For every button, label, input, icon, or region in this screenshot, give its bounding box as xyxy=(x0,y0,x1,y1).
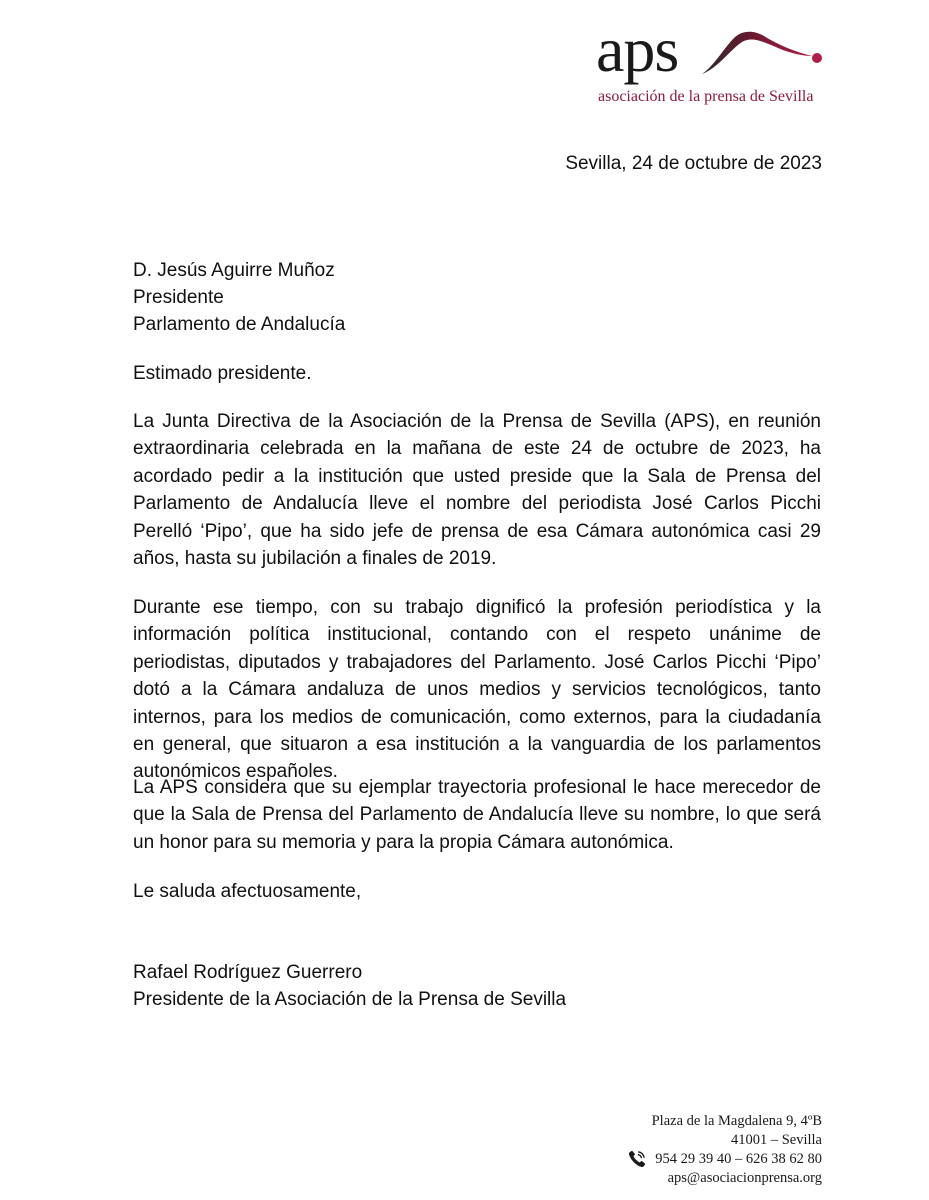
phone-icon xyxy=(627,1149,647,1169)
body-paragraph-1: La Junta Directiva de la Asociación de la Prensa de Sevilla (APS), en reunión extraordinaria celebrada en la mañana de este 24 de octubre de 2023, ha acordado pedir a la institución que usted preside que la Sala de Prensa del Parlamento de Andalucía lleve el nombre del periodista José Carlos Picchi Perelló ‘Pipo’, que ha sido jefe de prensa de esa Cámara autonómica casi 29 años, hasta su jubilación a finales de 2019. xyxy=(133,411,821,570)
email-address: aps@asociacionprensa.org xyxy=(667,1170,822,1186)
logo-wordmark: aps xyxy=(596,14,679,85)
signatory-name: Rafael Rodríguez Guerrero xyxy=(133,962,363,983)
signature-block xyxy=(133,959,566,1013)
body-paragraph-2: Durante ese tiempo, con su trabajo dignificó la profesión periodística y la información política institucional, contando con el respeto unánime de periodistas, diputados y trabajadores del Parlamento. José Carlos Picchi ‘Pipo’ dotó a la Cámara andaluza de unos medios y servicios tecnológicos, tanto internos, para los medios de comunicación, como externos, para la ciudadanía en general, que situaron a esa institución a la vanguardia de los parlamentos autonómicos españoles. xyxy=(133,597,821,783)
recipient-title: Presidente xyxy=(133,287,224,308)
address-city: 41001 – Sevilla xyxy=(730,1131,822,1148)
logo-tagline: asociación de la prensa de Sevilla xyxy=(598,88,814,105)
closing: Le saluda afectuosamente, xyxy=(133,881,362,902)
phone-numbers: 954 29 39 40 – 626 38 62 80 xyxy=(655,1150,822,1167)
body-paragraph-3: La APS considera que su ejemplar trayectoria profesional le hace merecedor de que la Sala de Prensa del Parlamento de Andalucía lleve su nombre, lo que será un honor para su memoria y para la propia Cámara autonómica. xyxy=(133,777,821,853)
salutation: Estimado presidente. xyxy=(133,363,312,384)
footer-address xyxy=(627,1112,822,1188)
aps-logo xyxy=(596,14,826,106)
signatory-title: Presidente de la Asociación de la Prensa de Sevilla xyxy=(133,989,567,1010)
logo-swoosh-icon xyxy=(700,26,824,82)
recipient-name: D. Jesús Aguirre Muñoz xyxy=(133,260,335,281)
phone-line xyxy=(627,1149,822,1169)
address-street: Plaza de la Magdalena 9, 4ºB xyxy=(651,1113,822,1129)
recipient-block xyxy=(133,257,345,338)
letter-date: Sevilla, 24 de octubre de 2023 xyxy=(565,153,822,174)
recipient-institution: Parlamento de Andalucía xyxy=(133,314,346,335)
